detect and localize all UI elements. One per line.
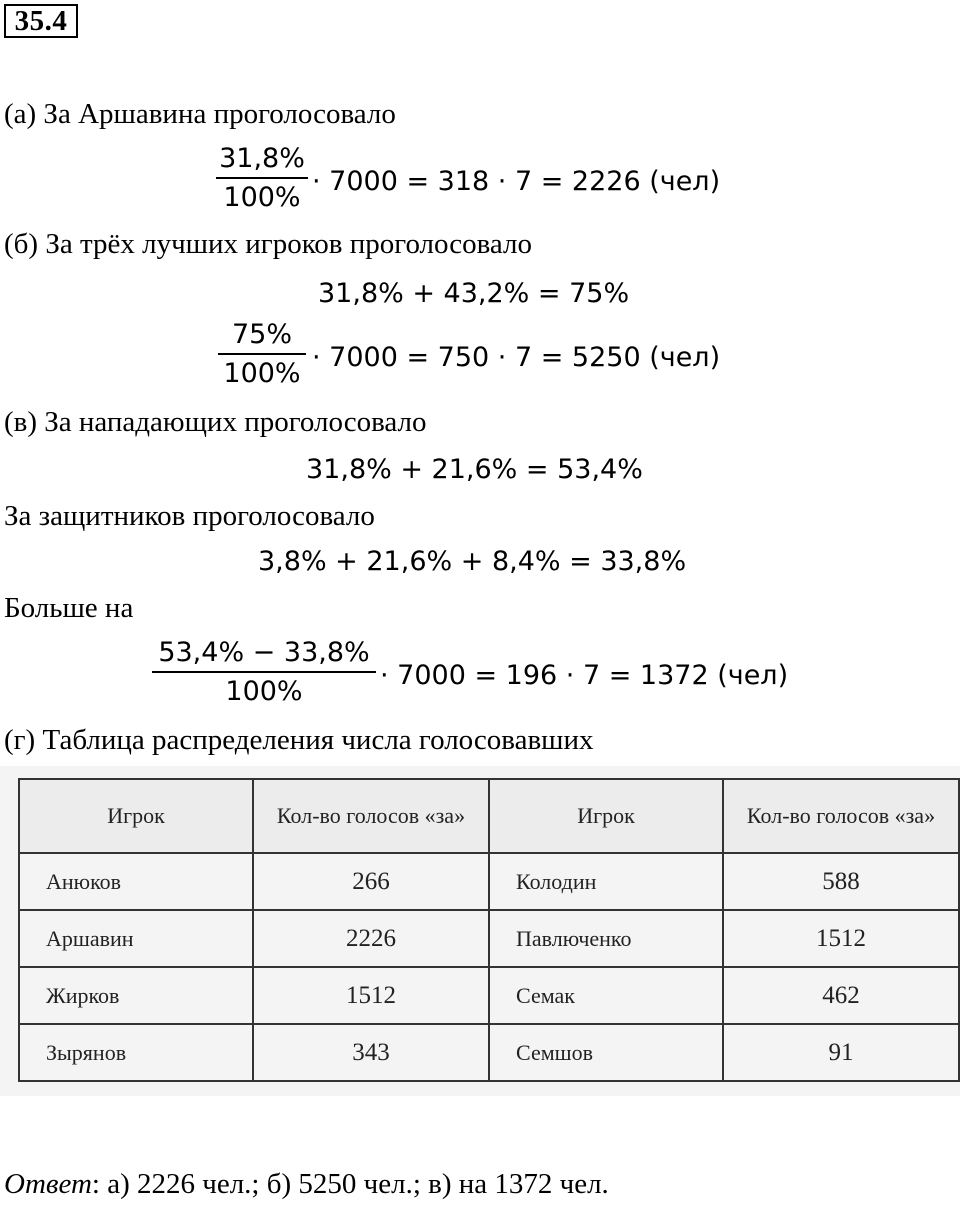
part-c-forwards-sum: 31,8% + 21,6% = 53,4%: [306, 454, 643, 485]
part-c-numerator: 53,4% − 33,8%: [158, 637, 370, 668]
player-name: Зырянов: [19, 1024, 253, 1081]
part-b-denominator: 100%: [223, 358, 301, 389]
player-name: Павлюченко: [489, 910, 723, 967]
part-a-denominator: 100%: [223, 182, 301, 213]
header-player: Игрок: [19, 779, 253, 853]
vote-count: 1512: [723, 910, 959, 967]
table-row: [19, 910, 959, 967]
part-c-text: (в) За нападающих проголосовало: [4, 406, 427, 438]
fraction-bar: [216, 177, 308, 179]
table-row: [19, 967, 959, 1024]
header-votes: Кол-во голосов «за»: [723, 779, 959, 853]
part-c-more-text: Больше на: [4, 592, 134, 624]
part-b-fraction: [218, 320, 306, 389]
problem-number: 35.4: [4, 4, 78, 38]
fraction-bar: [218, 353, 306, 355]
part-a-text: (а) За Аршавина проголосовало: [4, 98, 396, 130]
part-b-sum: 31,8% + 43,2% = 75%: [318, 278, 630, 309]
player-name: Аршавин: [19, 910, 253, 967]
header-votes: Кол-во голосов «за»: [253, 779, 489, 853]
part-c-defenders-text: За защитников проголосовало: [4, 500, 375, 532]
vote-count: 343: [253, 1024, 489, 1081]
header-player: Игрок: [489, 779, 723, 853]
vote-count: 588: [723, 853, 959, 910]
vote-count: 1512: [253, 967, 489, 1024]
table-header-row: [19, 779, 959, 853]
part-a-numerator: 31,8%: [219, 143, 305, 174]
table-row: [19, 1024, 959, 1081]
vote-table-container: [0, 766, 960, 1096]
table-row: [19, 853, 959, 910]
part-c-fraction: [152, 638, 376, 707]
vote-count: 462: [723, 967, 959, 1024]
answer-text: : а) 2226 чел.; б) 5250 чел.; в) на 1372 чел.: [91, 1168, 609, 1200]
answer-line: [4, 1168, 609, 1201]
vote-count: 266: [253, 853, 489, 910]
part-d-text: (г) Таблица распределения числа голосовавших: [4, 724, 594, 756]
player-name: Анюков: [19, 853, 253, 910]
player-name: Семшов: [489, 1024, 723, 1081]
part-b-text: (б) За трёх лучших игроков проголосовало: [4, 228, 533, 260]
part-c-rest: · 7000 = 196 · 7 = 1372 (чел): [380, 660, 789, 691]
part-b-numerator: 75%: [231, 319, 292, 350]
player-name: Семак: [489, 967, 723, 1024]
fraction-bar: [152, 671, 376, 673]
part-b-rest: · 7000 = 750 · 7 = 5250 (чел): [312, 342, 721, 373]
vote-count: 91: [723, 1024, 959, 1081]
part-a-fraction: [216, 144, 308, 213]
part-c-defenders-sum: 3,8% + 21,6% + 8,4% = 33,8%: [258, 546, 687, 577]
vote-count: 2226: [253, 910, 489, 967]
part-c-denominator: 100%: [225, 676, 303, 707]
player-name: Колодин: [489, 853, 723, 910]
part-a-rest: · 7000 = 318 · 7 = 2226 (чел): [312, 166, 721, 197]
answer-label: Ответ: [4, 1168, 92, 1200]
vote-table: [18, 778, 960, 1082]
player-name: Жирков: [19, 967, 253, 1024]
